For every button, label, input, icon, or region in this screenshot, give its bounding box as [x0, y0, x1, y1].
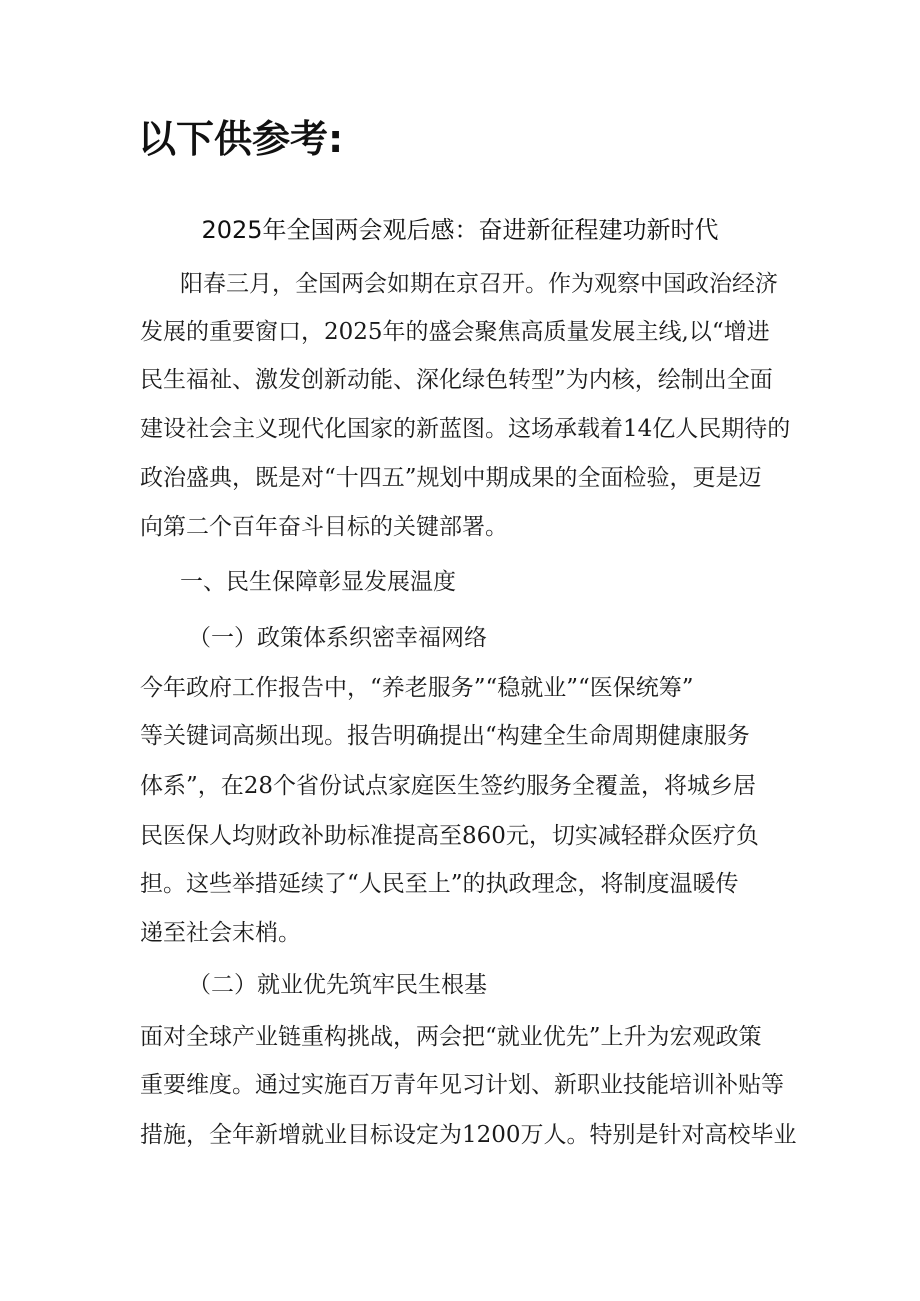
doc-heading: 以下供参考:	[138, 117, 344, 161]
paragraph-line: 阳春三月，全国两会如期在京召开。作为观察中国政治经济	[180, 271, 778, 297]
paragraph-line: 等关键词高频出现。报告明确提出“构建全生命周期健康服务	[140, 723, 750, 749]
paragraph-line: 担。这些举措延续了“人民至上”的执政理念，将制度温暖传	[140, 871, 739, 897]
paragraph-line: 发展的重要窗口，2025年的盛会聚焦高质量发展主线,以“增进	[140, 319, 770, 345]
article-title: 2025年全国两会观后感：奋进新征程建功新时代	[201, 216, 719, 244]
paragraph-line: 递至社会末梢。	[140, 920, 301, 946]
paragraph-line: 重要维度。通过实施百万青年见习计划、新职业技能培训补贴等	[140, 1072, 784, 1098]
paragraph-line: 向第二个百年奋斗目标的关键部署。	[140, 514, 508, 540]
paragraph-line: 民医保人均财政补助标准提高至860元，切实减轻群众医疗负	[140, 823, 759, 849]
paragraph-line: 建设社会主义现代化国家的新蓝图。这场承载着14亿人民期待的	[140, 416, 791, 442]
paragraph-line: 措施，全年新增就业目标设定为1200万人。特别是针对高校毕业	[140, 1122, 797, 1148]
section-heading: 一、民生保障彰显发展温度	[180, 569, 456, 595]
paragraph-line: 面对全球产业链重构挑战，两会把“就业优先”上升为宏观政策	[140, 1024, 762, 1050]
subsection-heading: （二）就业优先筑牢民生根基	[188, 972, 487, 998]
subsection-heading: （一）政策体系织密幸福网络	[188, 625, 487, 651]
paragraph-line: 民生福祉、激发创新动能、深化绿色转型”为内核，绘制出全面	[140, 367, 773, 393]
paragraph-line: 今年政府工作报告中，“养老服务”“稳就业”“医保统筹”	[140, 675, 694, 701]
paragraph-line: 政治盛典，既是对“十四五”规划中期成果的全面检验，更是迈	[140, 465, 762, 491]
paragraph-line: 体系”，在28个省份试点家庭医生签约服务全覆盖，将城乡居	[140, 773, 757, 799]
